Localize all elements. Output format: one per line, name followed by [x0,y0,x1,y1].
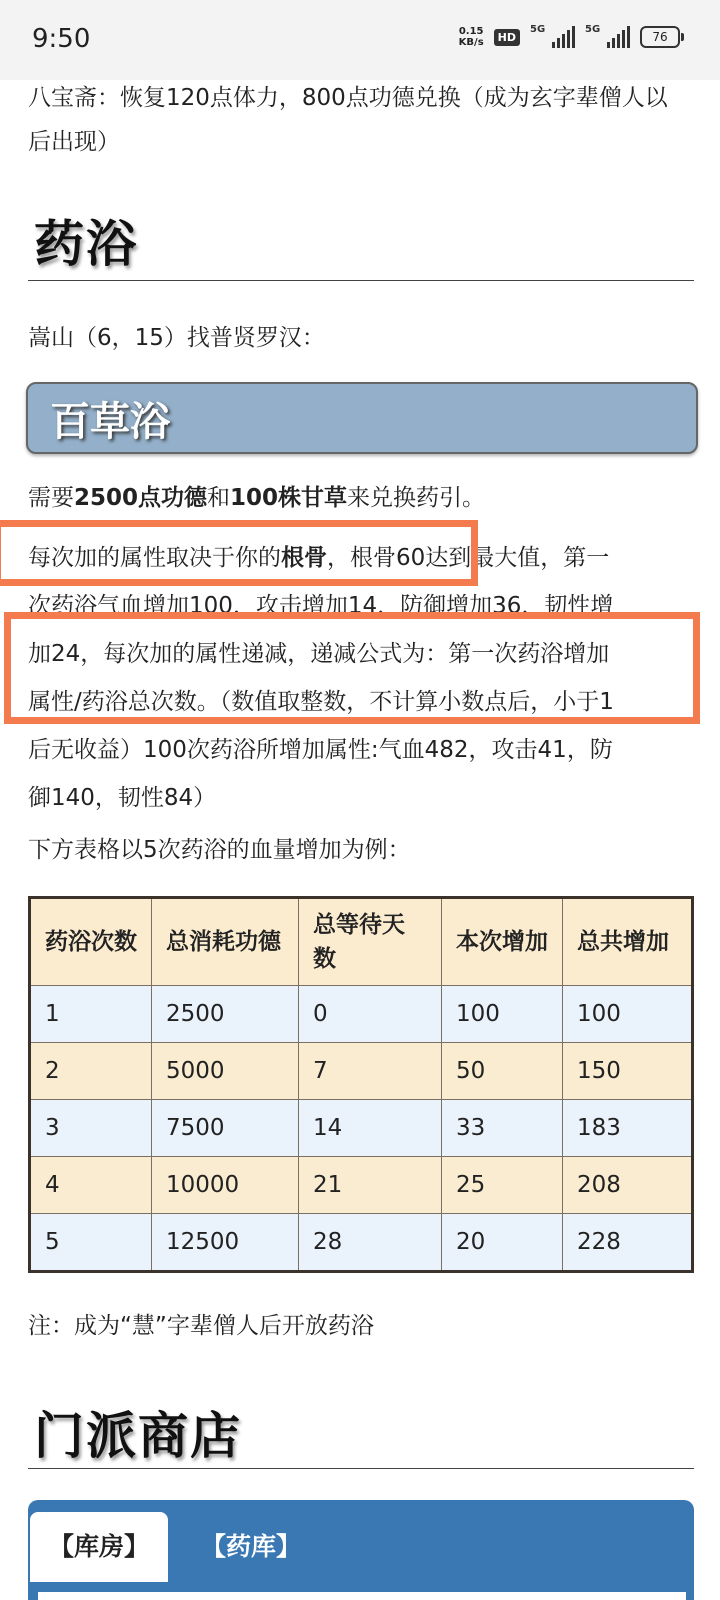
table-header-row [30,898,693,986]
table-row: 4 10000 21 25 208 [30,1157,693,1214]
table-header: 药浴次数 [30,898,152,986]
table-row: 2 5000 7 50 150 [30,1043,693,1100]
status-icons [459,26,680,48]
table-row: 5 12500 28 20 228 [30,1214,693,1272]
table-header: 总消耗功德 [152,898,299,986]
subsection-banner [26,382,698,454]
intro-text: 八宝斋：恢复120点体力，800点功德兑换（成为玄字辈僧人以后出现） [28,85,668,155]
table-row: 3 7500 14 33 183 [30,1100,693,1157]
status-bar [0,0,720,80]
description-paragraph: 每次加的属性取决于你的根骨，根骨60达到最大值，第一 次药浴气血增加100，攻击增加14，防御增加36，韧性增 加24，每次加的属性递减，递减公式为：第一次药浴增加 属性/药浴总次数。（数值取整数，不计算小数点后，小于1 后无收益）100次药浴所增加属性:气血482，攻击41，防 御140，韧性84） [28,545,614,811]
tab-kufang[interactable]: 【库房】 [30,1512,168,1582]
table-header: 总等待天数 [299,898,442,986]
location-text: 嵩山（6，15）找普贤罗汉： [28,325,325,351]
note-text: 注：成为“慧”字辈僧人后开放药浴 [28,1313,374,1339]
signal-icon: 5G [530,26,575,48]
section-divider-2 [28,1468,694,1469]
battery-icon: 76 [640,26,680,48]
table-header: 总共增加 [563,898,693,986]
banner-title: 百草浴 [50,399,170,445]
table-row: 1 2500 0 100 100 [30,986,693,1043]
tab-yaoku[interactable]: 【药库】 [200,1532,301,1561]
table-intro-text: 下方表格以5次药浴的血量增加为例： [28,837,411,863]
signal-icon-2: 5G [585,26,630,48]
status-time: 9:50 [32,24,91,54]
network-speed: 0.15 KB/s [458,26,484,48]
table-header: 本次增加 [442,898,563,986]
highlight-box-1 [0,520,478,586]
section-title-yaoyu: 药浴 [34,215,138,273]
shop-tab-bar [28,1500,694,1600]
section-divider [28,280,694,281]
section-title-shop: 门派商店 [34,1407,242,1465]
tab-content [38,1592,686,1600]
highlight-box-2 [4,612,700,724]
yaoyu-table [28,896,694,1273]
requirement-text: 需要2500点功德和100株甘草来兑换药引。 [28,485,486,511]
hd-icon: HD [494,29,520,46]
